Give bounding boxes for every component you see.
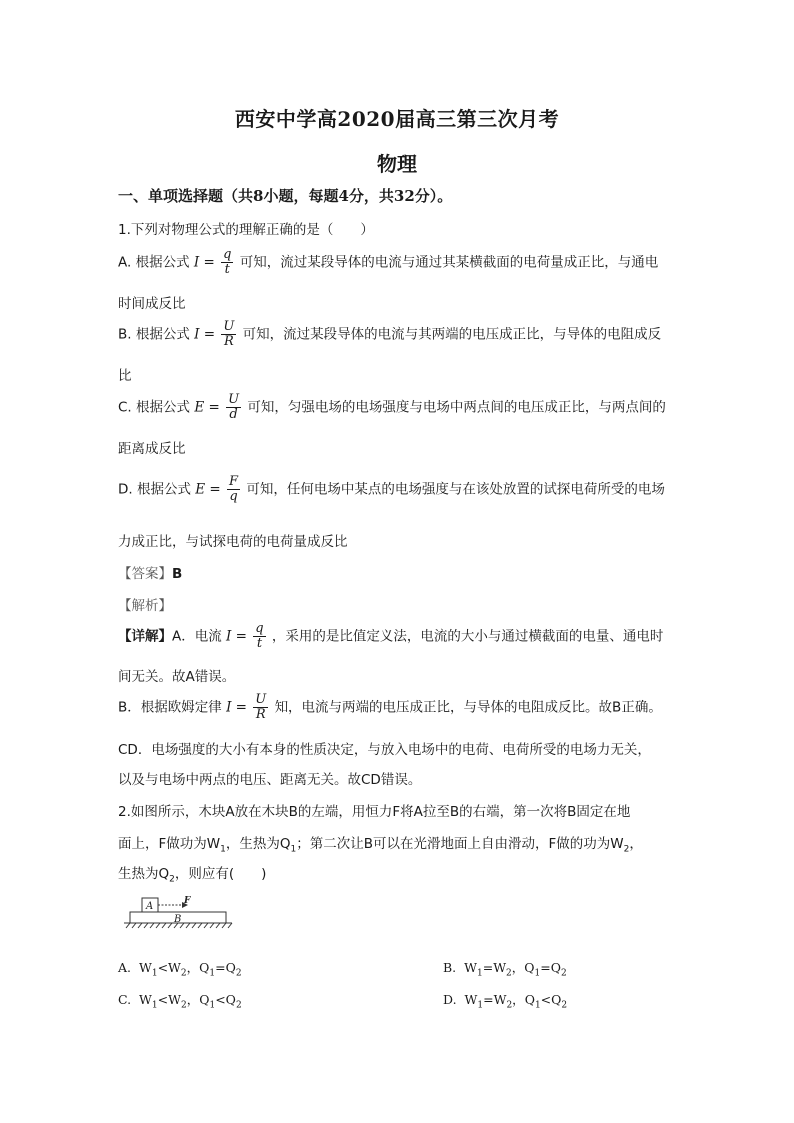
fraction: $\frac{q}{t}$ — [223, 247, 232, 277]
label-a: A — [146, 901, 154, 912]
detail-cd-line2: 以及与电场中两点的电压、距离无关。故CD错误。 — [118, 772, 422, 788]
q1-option-c-line1: C. 根据公式 E = $\frac{U}{d}$ 可知，匀强电场的电场强度与电场中两点间的电压成正比，与两点间的 — [118, 392, 666, 422]
analysis-tag: 【解析】 — [118, 598, 172, 614]
detail-a-line1: 【详解】A．电流 I = $\frac{q}{t}$ ，采用的是比值定义法，电流的大小与通过横截面的电量、通电时 — [118, 621, 664, 651]
detail-tag: 【详解】 — [118, 628, 172, 645]
exam-title: 西安中学高2020届高三第三次月考 — [234, 107, 560, 131]
q2-line1: 2.如图所示，木块A放在木块B的左端，用恒力F将A拉至B的右端，第一次将B固定在地 — [118, 804, 631, 820]
q1-option-b-line1: B. 根据公式 I = $\frac{U}{R}$ 可知，流过某段导体的电流与其两端的电压成正比，与导体的电阻成反 — [118, 319, 662, 349]
q1-option-b-line2: 比 — [118, 368, 132, 384]
detail-b-line: B．根据欧姆定律 I = $\frac{U}{R}$ 知，电流与两端的电压成正比，与导体的电阻成反比。故B正确。 — [118, 692, 662, 722]
fraction: $\frac{U}{R}$ — [223, 319, 235, 349]
q2-line2: 面上，F做功为$W_1$，生热为$Q_1$；第二次让B可以在光滑地面上自由滑动，F做的功为$W_2$， — [118, 836, 643, 855]
label-f: F — [184, 896, 191, 906]
section-heading: 一、单项选择题（共8小题，每题4分，共32分）。 — [118, 187, 453, 205]
detail-a-line2: 间无关。故A错误。 — [118, 669, 236, 685]
q2-option-d: D. $W_1=W_2$，$Q_1<Q_2$ — [443, 992, 568, 1011]
q2-figure — [122, 894, 234, 930]
answer-value: B — [172, 566, 183, 582]
answer-tag: 【答案】 — [118, 566, 172, 582]
q1-option-d-line2: 力成正比，与试探电荷的电荷量成反比 — [118, 534, 348, 550]
q1-option-a-line1: A. 根据公式 I = $\frac{q}{t}$ 可知，流过某段导体的电流与通过其某横截面的电荷量成正比，与通电 — [118, 247, 659, 277]
answer-line — [118, 562, 182, 582]
q1-option-a-line2: 时间成反比 — [118, 296, 186, 312]
q1-option-c-line2: 距离成反比 — [118, 441, 186, 457]
q2-option-a: A. $W_1<W_2$，$Q_1=Q_2$ — [118, 960, 242, 979]
q1-option-d-line1: D. 根据公式 E = $\frac{F}{q}$ 可知，任何电场中某点的电场强度与在该处放置的试探电荷所受的电场 — [118, 474, 665, 504]
subject-title: 物理 — [377, 152, 417, 176]
detail-cd-line1: CD．电场强度的大小有本身的性质决定，与放入电场中的电荷、电荷所受的电场力无关， — [118, 742, 651, 758]
fraction: $\frac{U}{d}$ — [228, 392, 240, 422]
fraction: $\frac{F}{q}$ — [229, 474, 239, 504]
q2-line3: 生热为$Q_2$，则应有( ) — [118, 866, 267, 885]
q2-option-c: C. $W_1<W_2$，$Q_1<Q_2$ — [118, 992, 242, 1011]
label-b: B — [174, 914, 182, 925]
fraction: $\frac{q}{t}$ — [255, 621, 264, 651]
q2-option-b: B. $W_1=W_2$，$Q_1=Q_2$ — [443, 960, 567, 979]
q1-stem: 1.下列对物理公式的理解正确的是（ ） — [118, 222, 374, 238]
fraction: $\frac{U}{R}$ — [255, 692, 267, 722]
